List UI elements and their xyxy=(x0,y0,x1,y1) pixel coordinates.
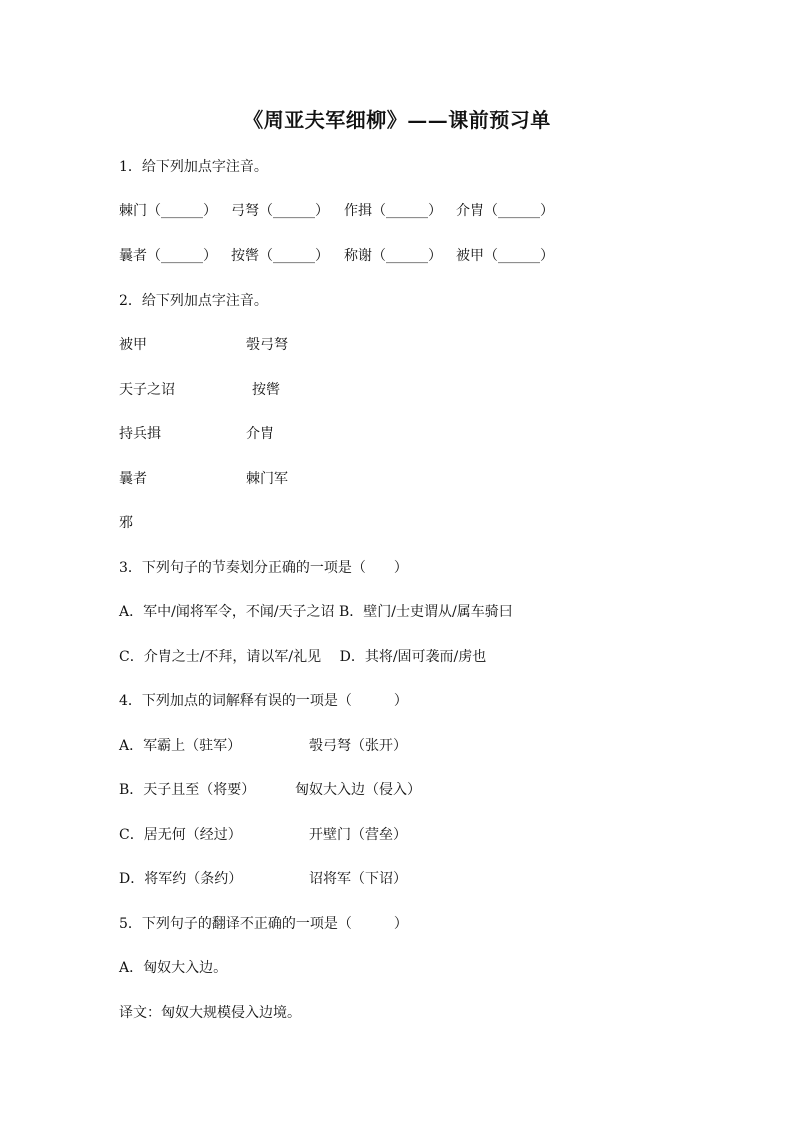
question-3-stem: 3．下列句子的节奏划分正确的一项是（ ） xyxy=(119,560,408,576)
q1-item: 称谢（______） xyxy=(344,248,442,264)
q4-option: B．天子且至（将要） xyxy=(119,782,256,798)
q4-option: 开壁门（营垒） xyxy=(309,827,407,843)
q1-item: 曩者（______） xyxy=(119,248,217,264)
q2-item: 被甲 xyxy=(119,337,147,353)
page-title: 《周亚夫军细柳》——课前预习单 xyxy=(243,108,551,132)
q2-item: 曩者 xyxy=(119,471,147,487)
q4-option: D．将军约（条约） xyxy=(119,871,243,887)
q4-option: 匈奴大入边（侵入） xyxy=(295,782,421,798)
q3-options-cd: C．介胄之士/不拜，请以军/礼见 D．其将/固可袭而/虏也 xyxy=(119,649,487,665)
q2-item: 按辔 xyxy=(252,382,280,398)
q1-item: 按辔（______） xyxy=(231,248,329,264)
question-5-stem: 5．下列句子的翻译不正确的一项是（ ） xyxy=(119,916,408,932)
q4-option: C．居无何（经过） xyxy=(119,827,242,843)
q1-item: 棘门（______） xyxy=(119,203,217,219)
q2-tail: 邪 xyxy=(119,515,133,531)
question-2-stem: 2．给下列加点字注音。 xyxy=(119,293,268,309)
q3-options-ab: A．军中/闻将军令，不闻/天子之诏 B．壁门/士吏谓从/属车骑曰 xyxy=(119,604,513,620)
q2-item: 介胄 xyxy=(246,426,274,442)
q5-option-a: A．匈奴大入边。 xyxy=(119,960,228,976)
q4-option: A．军霸上（驻军） xyxy=(119,738,242,754)
q1-item: 弓弩（______） xyxy=(231,203,329,219)
question-1-stem: 1．给下列加点字注音。 xyxy=(119,159,268,175)
q4-option: 诏将军（下诏） xyxy=(309,871,407,887)
q2-item: 天子之诏 xyxy=(119,382,175,398)
question-4-stem: 4．下列加点的词解释有误的一项是（ ） xyxy=(119,693,408,709)
q2-item: 棘门军 xyxy=(246,471,288,487)
q1-item: 作揖（______） xyxy=(344,203,442,219)
q4-option: 彀弓弩（张开） xyxy=(309,738,407,754)
q1-item: 介胄（______） xyxy=(456,203,554,219)
q2-item: 持兵揖 xyxy=(119,426,161,442)
q1-item: 被甲（______） xyxy=(456,248,554,264)
q5-translation-a: 译文：匈奴大规模侵入边境。 xyxy=(119,1005,301,1021)
q2-item: 彀弓弩 xyxy=(246,337,288,353)
